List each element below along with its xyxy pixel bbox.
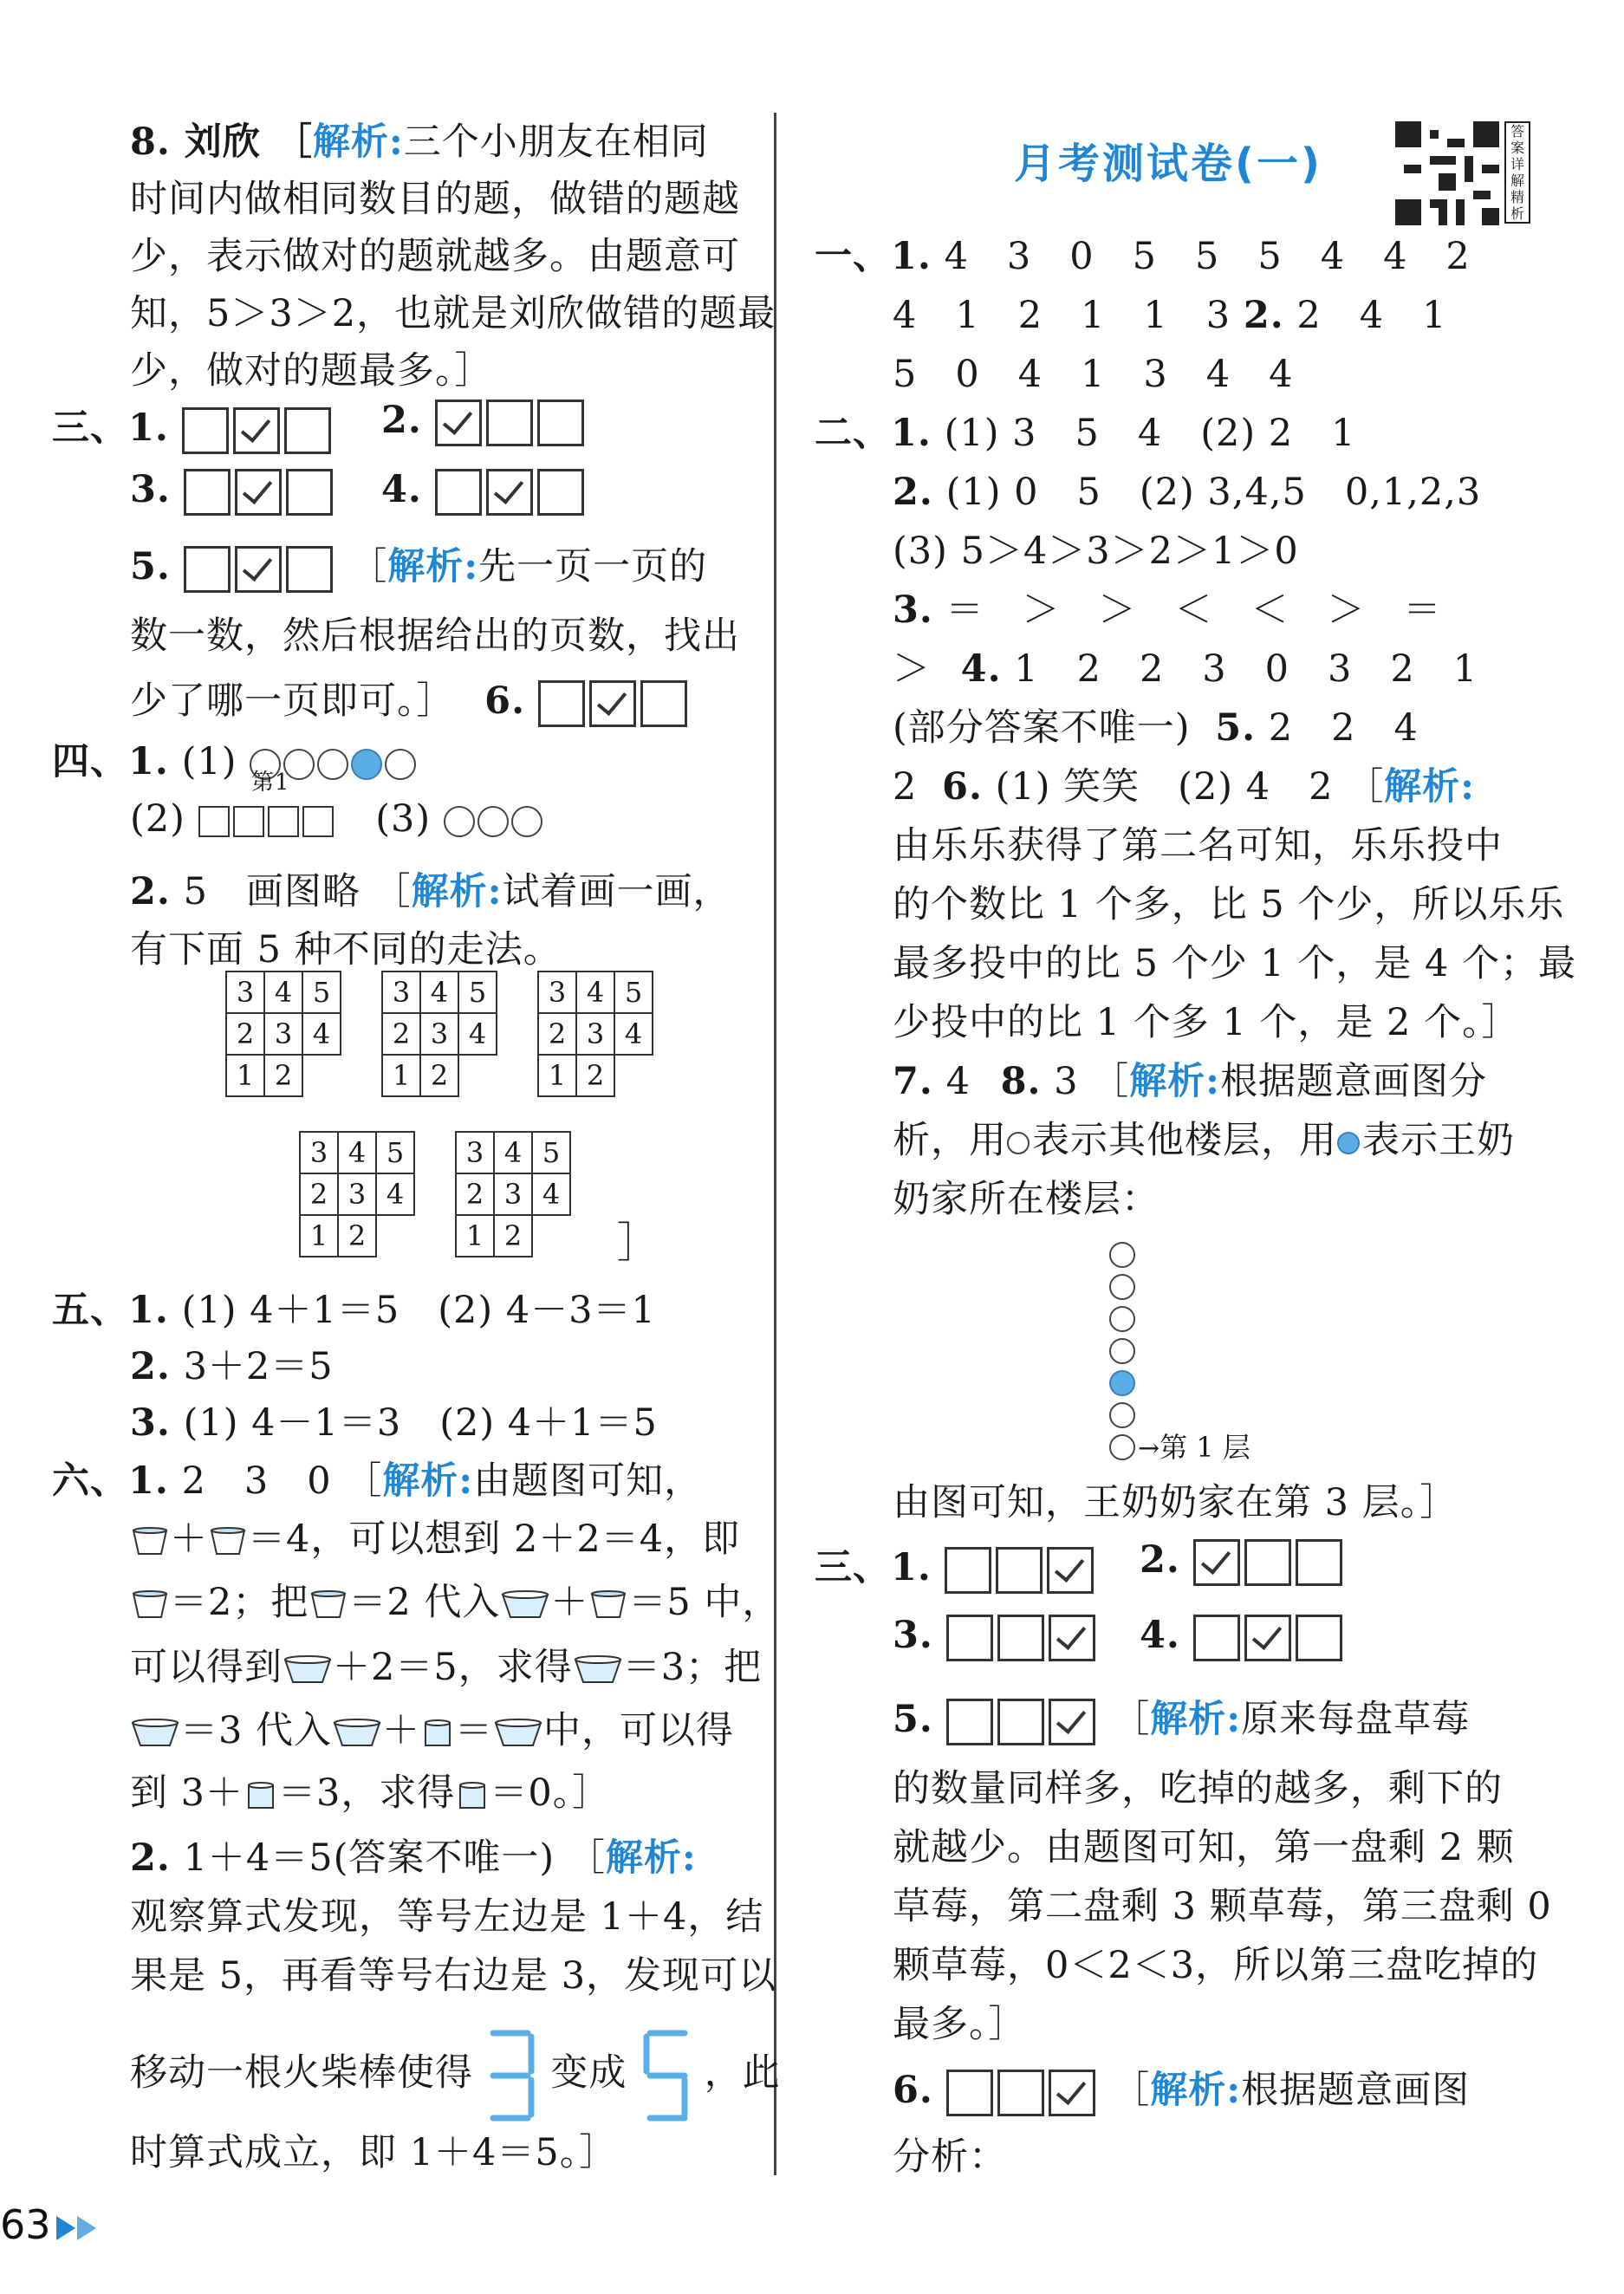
grid-cell [614,1055,653,1096]
grid-cell: 4 [264,972,302,1013]
analysis-keyword: 解析: [1150,2069,1242,2112]
answer-text: ＝ ＞ ＞ ＜ ＜ ＞ ＝ [945,588,1442,632]
grid-cell: 2 [456,1173,494,1215]
cup-icon [208,1526,248,1557]
bowl-icon [130,1718,180,1749]
page-title: 月考测试卷(一) [1014,140,1322,188]
path-grid [381,971,497,1097]
answer-text: (1) 4＋1＝5 (2) 4－3＝1 [181,1289,656,1332]
answer-text: 3 ［ [1054,1060,1130,1103]
grid-cell: 3 [264,1013,302,1055]
answer-text: 2 3 0 ［ [181,1459,383,1503]
answer-text: (3) 5＞4＞3＞2＞1＞0 [893,530,1299,573]
question-number: 4. [381,468,422,511]
answer-box [286,546,333,593]
answer-text: (1) 0 5 (2) 3,4,5 0,1,2,3 [945,471,1482,514]
analysis-text: ，此 [704,2051,781,2095]
question-number: 6. [942,765,983,809]
answer-box [946,1615,993,1661]
path-grid [299,1131,415,1257]
sub-question: (2) [130,797,185,841]
arrow-icon [56,2216,75,2240]
grid-cell: 3 [576,1013,614,1055]
grid-cell [458,1055,497,1096]
analysis-keyword: 解析: [605,1836,697,1880]
filled-circle-icon [1337,1132,1360,1154]
answer-box [946,2070,993,2116]
question-number: 4. [960,647,1002,691]
grid-cell: 4 [614,1013,653,1055]
analysis-text: 到 3＋ [130,1771,244,1815]
grid-cell: 5 [376,1132,414,1173]
answer-text: 4 3 0 5 5 5 4 4 2 [944,235,1471,278]
section-number: 二、 [815,412,891,455]
analysis-keyword: 解析: [411,870,503,913]
question-number: 2. [1140,1538,1180,1582]
answer-box [486,400,533,446]
answer-box [997,1699,1044,1745]
question-number: 3. [893,588,933,632]
jar-icon [455,1780,490,1811]
analysis-keyword: 解析: [312,120,404,164]
analysis-text: ＋2＝5，求得 [333,1646,573,1689]
answer-box-checked [589,680,636,727]
grid-cell: 3 [338,1173,376,1215]
question-number: 5. [893,1698,933,1741]
analysis-text: 三个小朋友在相同 [403,120,709,164]
matchstick-five-icon [640,2028,692,2123]
grid-cell: 4 [494,1132,532,1173]
answer-box [286,469,333,516]
analysis-text: 根据题意画图分 [1220,1060,1488,1103]
analysis-text: 少投中的比 1 个多 1 个，是 2 个。］ [893,1001,1520,1044]
filled-circle-icon [351,749,382,780]
answer-text: (1) 4－1＝3 (2) 4＋1＝5 [183,1401,658,1445]
jar-icon [244,1780,278,1811]
circle-icon [444,806,475,837]
grid-cell: 3 [226,972,264,1013]
analysis-text: 最多投中的比 5 个少 1 个，是 4 个；最 [893,942,1577,985]
analysis-text: 由图可知，王奶奶家在第 3 层。］ [893,1481,1458,1524]
analysis-text: 时算式成立，即 1＋4＝5。］ [130,2131,618,2174]
analysis-keyword: 解析: [1150,1698,1242,1741]
answer-text: 5 0 4 1 3 4 4 [893,353,1294,396]
answer-text: ＞ [893,647,931,691]
grid-cell: 2 [338,1215,376,1257]
grid-cell: 3 [538,972,576,1013]
grid-cell: 4 [420,972,458,1013]
grid-cell: 2 [576,1055,614,1096]
analysis-text: 析，用 [893,1119,1007,1162]
analysis-text: 少了哪一页即可。］ [130,679,455,723]
analysis-text: 表示王奶 [1362,1119,1515,1162]
analysis-text: 试着画一画， [502,870,731,913]
square-icon [302,806,334,837]
answer-text: 2 [893,765,918,809]
answer-box [640,680,687,727]
answer-box-checked [486,469,533,516]
question-number: 2. [893,471,933,514]
grid-cell: 2 [538,1013,576,1055]
analysis-text: 就越少。由题图可知，第一盘剩 2 颗 [893,1826,1515,1869]
question-number: 2. [130,1836,171,1880]
answer-box-checked [235,469,282,516]
question-number: 3. [893,1614,933,1657]
analysis-text: 少，做对的题最多。］ [130,349,493,393]
section-number: 一、 [815,235,891,278]
question-number: 5. [1215,706,1257,750]
answer-box-checked [1244,1615,1291,1661]
answer-box-checked [435,400,482,446]
question-number: 2. [381,399,422,442]
answer-box [182,407,229,454]
sub-question: (3) [375,797,432,841]
circle-icon [1007,1132,1030,1154]
square-icon [198,806,230,837]
section-number: 五、 [52,1289,128,1332]
answer-box-checked [1193,1539,1240,1586]
grid-cell: 3 [300,1132,338,1173]
close-bracket: ］ [617,1218,659,1267]
section-number: 六、 [52,1459,128,1503]
grid-cell: 2 [264,1055,302,1096]
answer-box [184,469,231,516]
section-number: 三、 [52,406,128,450]
analysis-text: 观察算式发现，等号左边是 1＋4，结 [130,1895,764,1939]
analysis-keyword: 解析: [387,545,479,588]
path-grid [455,1131,571,1257]
analysis-text: 变成 [550,2051,627,2095]
answer-text: 1 2 2 3 0 3 2 1 [1014,647,1478,691]
column-divider [774,113,776,2175]
grid-cell: 3 [456,1132,494,1173]
analysis-text: 移动一根火柴棒使得 [130,2051,473,2095]
answer-text: 8. 刘欣 ［ [130,120,313,164]
question-number: 6. [484,679,526,723]
analysis-text: 时间内做相同数目的题，做错的题越 [130,178,740,221]
analysis-text: 由题图可知， [473,1459,703,1503]
path-grid [225,971,341,1097]
analysis-text: 表示其他楼层，用 [1032,1119,1337,1162]
analysis-text: ＝5 中， [628,1581,781,1624]
question-number: 1. [128,1459,169,1503]
answer-text: 3＋2＝5 [183,1345,334,1388]
grid-cell: 5 [532,1132,570,1173]
analysis-keyword: 解析: [1129,1060,1221,1103]
answer-text: (部分答案不唯一) [893,706,1191,750]
answer-box [996,1547,1043,1594]
bowl-icon [500,1589,550,1621]
circle-icon [477,806,509,837]
analysis-text: ＝2 代入 [348,1581,501,1624]
grid-cell: 2 [226,1013,264,1055]
analysis-text: 最多。］ [893,2003,1027,2046]
answer-box [537,469,584,516]
grid-cell: 3 [420,1013,458,1055]
jar-icon [420,1718,455,1749]
analysis-text: 奶家所在楼层： [893,1178,1160,1221]
analysis-text: 数一数，然后根据给出的页数，找出 [130,614,740,658]
question-number: 1. [128,1289,169,1332]
grid-cell: 4 [576,972,614,1013]
grid-cell: 5 [302,972,341,1013]
qr-code[interactable] [1395,121,1525,225]
square-icon [233,806,264,837]
circle-icon [385,749,416,780]
analysis-text: 果是 5，再看等号右边是 3，发现可以 [130,1954,777,1998]
cup-icon [588,1589,628,1621]
answer-text: (1) 3 5 4 (2) 2 1 [944,412,1356,455]
answer-box-checked [1049,1699,1095,1745]
section-number: 四、 [52,740,128,783]
question-number: 4. [1140,1614,1180,1657]
answer-box [284,407,331,454]
arrow-icon [77,2216,96,2240]
grid-cell: 3 [382,972,420,1013]
cup-icon [130,1526,170,1557]
matchstick-three-icon [486,2028,538,2123]
grid-cell: 4 [532,1173,570,1215]
circle-label: 第1 [251,770,290,796]
answer-box [997,1615,1044,1661]
bowl-icon [573,1654,623,1686]
question-number: 3. [130,1401,171,1445]
grid-cell [376,1215,414,1257]
circle-icon [511,806,542,837]
answer-box-checked [1047,1547,1094,1594]
arrow-icon: → [1138,1433,1160,1464]
analysis-text: 根据题意画图 [1241,2069,1471,2112]
grid-cell: 1 [226,1055,264,1096]
bowl-icon [283,1654,333,1686]
analysis-text: 由乐乐获得了第二名可知，乐乐投中 [893,824,1503,868]
bowl-icon [332,1718,382,1749]
answer-text: 1＋4＝5(答案不唯一) ［ [183,1836,606,1880]
answer-box [538,680,585,727]
question-number: 1. [891,412,932,455]
grid-cell: 2 [300,1173,338,1215]
question-number: 5. [130,545,171,588]
answer-box-checked [1049,2070,1095,2116]
answer-box [1193,1615,1240,1661]
analysis-text: ＝3；把 [622,1646,763,1689]
analysis-text: ＝3，求得 [278,1771,456,1815]
analysis-text: 有下面 5 种不同的走法。 [130,928,562,972]
answer-text: (1) 笑笑 (2) 4 2 ［ [995,765,1385,809]
answer-box [1296,1615,1342,1661]
question-number: 1. [891,235,932,278]
answer-text: 2 4 1 [1296,294,1447,337]
answer-box [184,546,231,593]
answer-box [435,469,482,516]
grid-cell: 4 [338,1132,376,1173]
analysis-text: 可以得到 [130,1646,283,1689]
question-number: 7. [893,1060,933,1103]
analysis-keyword: 解析: [382,1459,474,1503]
answer-box [537,400,584,446]
qr-code-icon [1395,121,1499,225]
answer-text: 4 [945,1060,971,1103]
question-number: 2. [130,1345,171,1388]
analysis-text: 知，5＞3＞2，也就是刘欣做错的题最 [130,292,776,335]
grid-cell [302,1055,341,1096]
grid-cell: 2 [382,1013,420,1055]
grid-cell: 2 [420,1055,458,1096]
answer-text: 2 2 4 [1268,706,1419,750]
grid-cell: 4 [458,1013,497,1055]
answer-box [1296,1539,1342,1586]
page-number: 63 [0,2201,96,2248]
grid-cell: 5 [458,972,497,1013]
grid-cell: 1 [300,1215,338,1257]
question-number: 1. [891,1546,932,1589]
analysis-text: ＝4，可以想到 2＋2＝4，即 [248,1517,741,1561]
answer-box-checked [233,407,280,454]
grid-cell: 1 [538,1055,576,1096]
grid-cell: 4 [302,1013,341,1055]
question-number: 8. [1000,1060,1042,1103]
answer-box [946,1699,993,1745]
floor-label: 第 1 层 [1160,1431,1250,1464]
answer-box [945,1547,991,1594]
path-grid [537,971,653,1097]
question-number: 3. [130,468,171,511]
analysis-keyword: 解析: [1384,765,1476,809]
grid-cell: 3 [494,1173,532,1215]
analysis-text: ＝3 代入 [180,1709,333,1752]
analysis-text: 分析： [893,2135,1007,2179]
answer-box [1244,1539,1291,1586]
answer-box-checked [235,546,282,593]
question-number: 6. [893,2069,933,2112]
question-number: 1. [128,406,169,450]
answer-box-checked [1049,1615,1095,1661]
grid-cell: 1 [382,1055,420,1096]
question-number: 2. [130,870,171,913]
analysis-text: ＝0。］ [490,1771,611,1815]
bowl-icon [493,1718,543,1749]
analysis-text: 草莓，第二盘剩 3 颗草莓，第三盘剩 0 [893,1885,1552,1928]
section-number: 三、 [815,1546,891,1589]
qr-caption: 答案详解精析 [1504,121,1530,224]
analysis-text: 先一页一页的 [478,545,708,588]
answer-text: 4 1 2 1 1 3 [893,294,1231,337]
question-number: 1. [128,740,169,783]
analysis-text: 颗草莓，0＜2＜3，所以第三盘吃掉的 [893,1944,1539,1987]
sub-question: (1) [181,740,237,783]
floor-circle-icon [1109,1434,1135,1460]
analysis-text: 的个数比 1 个多，比 5 个少，所以乐乐 [893,883,1565,926]
analysis-text: 少，表示做对的题就越多。由题意可 [130,235,740,278]
answer-box [997,2070,1044,2116]
question-number: 2. [1243,294,1284,337]
analysis-text: 的数量同样多，吃掉的越多，剩下的 [893,1767,1503,1810]
analysis-text: 中，可以得 [543,1709,735,1752]
grid-cell: 2 [494,1215,532,1257]
answer-text: 5 画图略 ［ [183,870,412,913]
grid-cell [532,1215,570,1257]
grid-cell: 5 [614,972,653,1013]
cup-icon [309,1589,348,1621]
circle-icon [317,749,348,780]
analysis-text: 原来每盘草莓 [1241,1698,1471,1741]
grid-cell: 1 [456,1215,494,1257]
square-icon [268,806,299,837]
analysis-text: ＝2；把 [170,1581,309,1624]
cup-icon [130,1589,170,1621]
grid-cell: 4 [376,1173,414,1215]
